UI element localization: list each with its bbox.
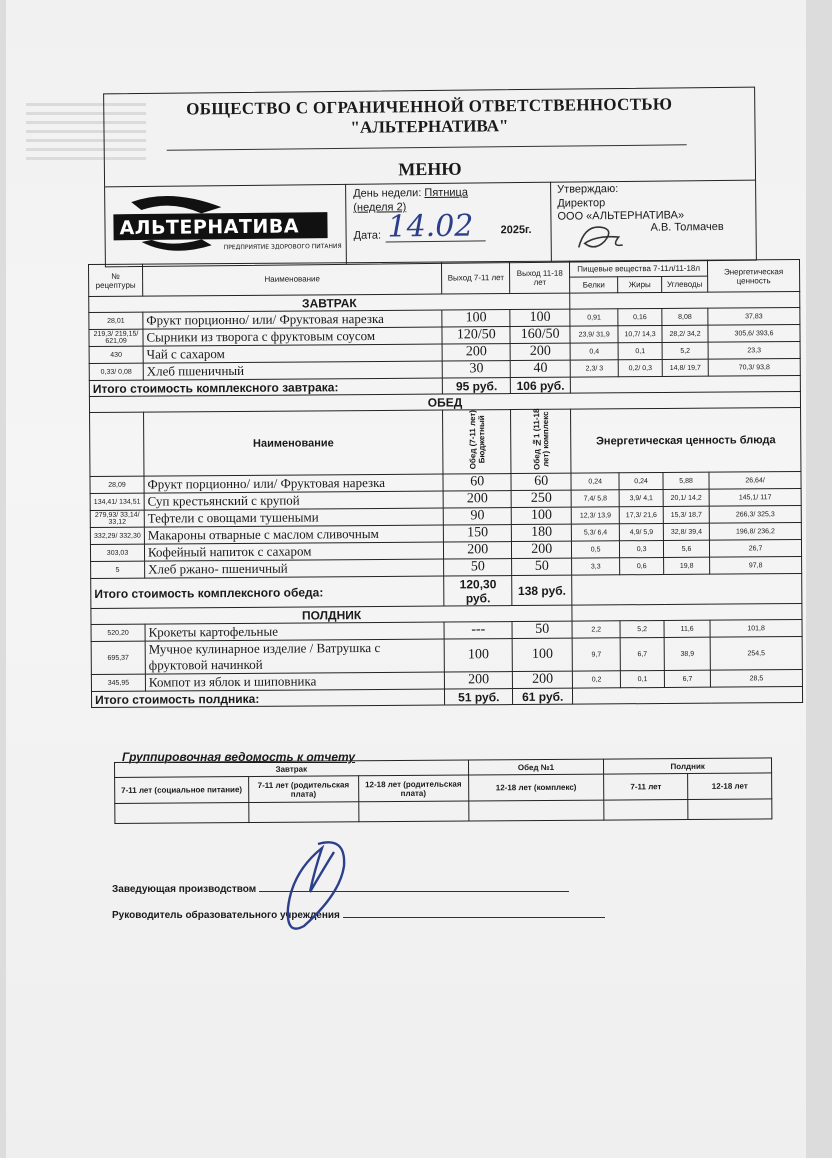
portion-older: 160/50 [510,326,570,343]
breakfast-total-2: 106 руб. [511,377,571,393]
dish-name: Тефтели с овощами тушеными [144,508,443,527]
portion-younger: 150 [444,525,512,542]
approve-org: ООО «АЛЬТЕРНАТИВА» [557,209,685,223]
header-box [103,87,757,268]
header-divider [345,184,347,264]
portion-younger: 120/50 [442,327,510,344]
menu-table [88,259,803,708]
menu-title: МЕНЮ [398,158,462,180]
portion-older: 200 [510,343,570,360]
empty-cell [573,687,803,705]
grouping-title: Группировочная ведомость к отчету [122,750,356,764]
approve-name: А.В. Толмачев [650,220,724,234]
approve-label: Утверждаю: [557,183,619,196]
portion-younger: 60 [443,474,511,491]
director-signature [570,217,630,258]
empty-cell [572,574,802,606]
fats-value: 0,1 [620,670,664,687]
dish-name: Крокеты картофельные [145,622,444,641]
recipe-number: 279,93/ 33,14/ 33,12 [90,510,144,527]
grp-b1: 7-11 лет (социальное питание) [115,777,249,804]
recipe-number: 303,03 [90,544,144,561]
carbs-value: 5,88 [663,472,709,489]
company-logo [111,192,342,260]
portion-younger: 200 [443,491,511,508]
lunch-col2-text: Обед №1 (11-18 лет) комплекс [531,408,551,471]
signature-label-2: Руководитель образовательного учреждения [112,910,340,921]
date-label: Дата: [353,229,382,242]
portion-older: 60 [511,473,571,490]
empty-cell [572,604,802,622]
portion-older: 200 [513,671,573,688]
proteins-value: 2,2 [572,621,620,638]
energy-value: 305,6/ 393,6 [708,325,800,343]
energy-value: 28,5 [710,670,802,688]
portion-older: 200 [512,541,572,558]
portion-older: 100 [512,638,572,671]
carbs-value: 11,6 [664,620,710,637]
recipe-number: 695,37 [91,641,145,674]
carbs-value: 14,8/ 19,7 [662,359,708,376]
col-out1: Выход 7-11 лет [442,262,510,294]
portion-older: 40 [510,360,570,377]
energy-value: 266,3/ 325,3 [709,506,801,524]
fats-value: 10,7/ 14,3 [618,325,662,342]
portion-older: 100 [510,309,570,326]
fats-value: 5,2 [620,620,664,637]
fats-value: 6,7 [620,637,664,670]
energy-value: 26,64/ [709,472,801,490]
proteins-value: 9,7 [572,638,620,671]
carbs-value: 28,2/ 34,2 [662,325,708,342]
handwritten-date: 14.02 [387,208,474,245]
recipe-number: 5 [91,561,145,578]
energy-value: 101,8 [710,620,802,638]
portion-younger: 30 [442,361,510,378]
proteins-value: 0,24 [571,473,619,490]
grp-s2: 12-18 лет [688,773,772,800]
grp-empty [358,801,468,822]
portion-younger: 200 [444,542,512,559]
grp-empty [249,802,359,823]
lunch-col1-header [443,410,511,474]
dish-name: Макароны отварные с маслом сливочным [144,525,443,544]
dish-name: Сырники из творога с фруктовым соусом [143,327,442,346]
logo-subtitle: ПРЕДПРИЯТИЕ ЗДОРОВОГО ПИТАНИЯ [223,242,342,252]
energy-value: 37,83 [708,308,800,326]
carbs-value: 5,6 [664,540,710,557]
portion-older: 250 [511,490,571,507]
col-energy: Энергетическая ценность [708,260,800,293]
portion-younger: 200 [445,672,513,689]
carbs-value: 32,8/ 39,4 [663,523,709,540]
col-name: Наименование [142,262,442,296]
dish-name: Компот из яблок и шиповника [145,672,444,691]
snack-rows [91,620,802,692]
proteins-value: 0,91 [570,309,618,326]
energy-value: 26,7 [709,540,801,558]
org-name-line1: ОБЩЕСТВО С ОГРАНИЧЕННОЙ ОТВЕТСТВЕННОСТЬЮ [186,94,673,119]
proteins-value: 0,2 [573,671,621,688]
portion-older: 50 [512,621,572,638]
portion-older: 100 [511,507,571,524]
portion-younger: 200 [442,344,510,361]
portion-older: 50 [512,558,572,575]
snack-total-label: Итого стоимость полдника: [91,689,444,707]
section-snack: ПОЛДНИК [91,605,572,624]
carbs-value: 15,3/ 18,7 [663,506,709,523]
col-recipe: № рецептуры [89,264,143,296]
col-fats: Жиры [618,276,662,292]
empty-cell [90,412,144,476]
logo-text: АЛЬТЕРНАТИВА [119,215,300,240]
header-divider [550,182,552,262]
week-label: (неделя 2) [353,201,407,214]
col-nutrients: Пищевые вещества 7-11л/11-18л [570,260,708,277]
energy-value: 70,3/ 93,8 [708,359,800,377]
section-lunch: ОБЕД [89,392,800,413]
signature-label-1: Заведующая производством [112,884,257,895]
logo-mark [111,192,342,260]
carbs-value: 8,08 [662,308,708,325]
energy-value: 145,1/ 117 [709,489,801,507]
lunch-col2-header [511,409,571,473]
proteins-value: 0,4 [570,343,618,360]
manager-signature [274,832,364,942]
day-row [353,187,468,200]
grouping-table [114,757,772,824]
carbs-value: 5,2 [662,342,708,359]
dish-name: Хлеб ржано- пшеничный [145,559,444,578]
portion-younger: --- [444,622,512,639]
day-label: День недели: [353,187,422,200]
dish-name: Хлеб пшеничный [143,361,442,380]
recipe-number: 134,41/ 134,51 [90,493,144,510]
grp-empty [468,800,604,821]
fats-value: 0,6 [620,557,664,574]
snack-total-1: 51 руб. [445,689,513,705]
col-proteins: Белки [570,277,618,293]
grp-empty [604,799,688,820]
grp-s1: 7-11 лет [604,773,688,800]
fats-value: 0,16 [618,308,662,325]
recipe-number: 332,29/ 332,30 [90,527,144,544]
col-out2: Выход 11-18 лет [510,261,570,293]
signature-blank [343,917,605,918]
energy-value: 23,3 [708,342,800,360]
carbs-value: 38,9 [664,637,710,670]
carbs-value: 19,8 [664,557,710,574]
grp-b3: 12-18 лет (родительская плата) [358,775,468,802]
breakfast-total-label: Итого стоимость комплексного завтрака: [89,378,442,396]
grp-lunch: Обед №1 [468,759,604,775]
grp-b2: 7-11 лет (родительская плата) [248,776,358,803]
org-name-line2: "АЛЬТЕРНАТИВА" [350,116,509,137]
day-value: Пятница [424,186,469,200]
fats-value: 0,24 [619,472,663,489]
document-page [6,0,806,1158]
dish-name: Фрукт порционно/ или/ Фруктовая нарезка [143,310,442,329]
dish-name: Суп крестьянский с крупой [144,491,443,510]
section-breakfast: ЗАВТРАК [89,293,570,312]
fats-value: 0,2/ 0,3 [618,359,662,376]
lunch-total-2: 138 руб. [512,575,572,605]
recipe-number: 520,20 [91,624,145,641]
proteins-value: 3,3 [572,558,620,575]
grp-empty [688,799,772,820]
lunch-col1-text: Обед (7-11 лет) Бюджетный [467,410,487,470]
lunch-total-1: 120,30 руб. [444,576,512,606]
fats-value: 3,9/ 4,1 [619,489,663,506]
header-rule [167,144,687,150]
recipe-number: 28,01 [89,312,143,329]
lunch-rows [90,472,802,579]
fats-value: 0,3 [620,540,664,557]
proteins-value: 7,4/ 5,8 [571,490,619,507]
empty-cell [570,376,800,394]
carbs-value: 20,1/ 14,2 [663,489,709,506]
lunch-name-header: Наименование [144,410,444,476]
breakfast-rows [89,308,800,381]
dish-name: Фрукт порционно/ или/ Фруктовая нарезка [144,474,443,493]
energy-value: 254,5 [710,637,802,671]
lunch-energy-header: Энергетическая ценность блюда [571,408,801,474]
fats-value: 17,3/ 21,6 [619,506,663,523]
fats-value: 4,9/ 5,9 [619,523,663,540]
portion-younger: 50 [444,559,512,576]
energy-value: 97,8 [710,557,802,575]
energy-value: 196,8/ 236,2 [709,523,801,541]
portion-older: 180 [512,524,572,541]
fats-value: 0,1 [618,342,662,359]
portion-younger: 90 [444,508,512,525]
portion-younger: 100 [444,639,512,672]
year-label: 2025г. [500,223,532,237]
recipe-number: 28,09 [90,476,144,493]
grp-l1: 12-18 лет (комплекс) [468,774,604,801]
grp-breakfast: Завтрак [115,760,469,777]
dish-name: Кофейный напиток с сахаром [144,542,443,561]
proteins-value: 12,3/ 13,9 [571,507,619,524]
proteins-value: 2,3/ 3 [570,360,618,377]
recipe-number: 430 [89,346,143,363]
proteins-value: 23,9/ 31,9 [570,326,618,343]
col-carbs: Углеводы [662,276,708,292]
recipe-number: 219,3/ 219,15/ 621,09 [89,329,143,346]
empty-cell [570,292,800,310]
dish-name: Мучное кулинарное изделие / Ватрушка с фруктовой начинкой [145,639,445,674]
breakfast-total-1: 95 руб. [443,378,511,394]
grp-snack: Полдник [604,758,772,774]
recipe-number: 345,95 [91,674,145,691]
dish-name: Чай с сахаром [143,344,442,363]
proteins-value: 0,5 [572,541,620,558]
proteins-value: 5,3/ 6,4 [571,524,619,541]
portion-younger: 100 [442,310,510,327]
lunch-total-label: Итого стоимость комплексного обеда: [91,576,444,608]
grp-empty [115,803,249,824]
approve-role: Директор [557,197,606,210]
table-row [91,637,802,675]
recipe-number: 0,33/ 0,08 [89,363,143,380]
carbs-value: 6,7 [664,670,710,687]
snack-total-2: 61 руб. [513,688,573,704]
